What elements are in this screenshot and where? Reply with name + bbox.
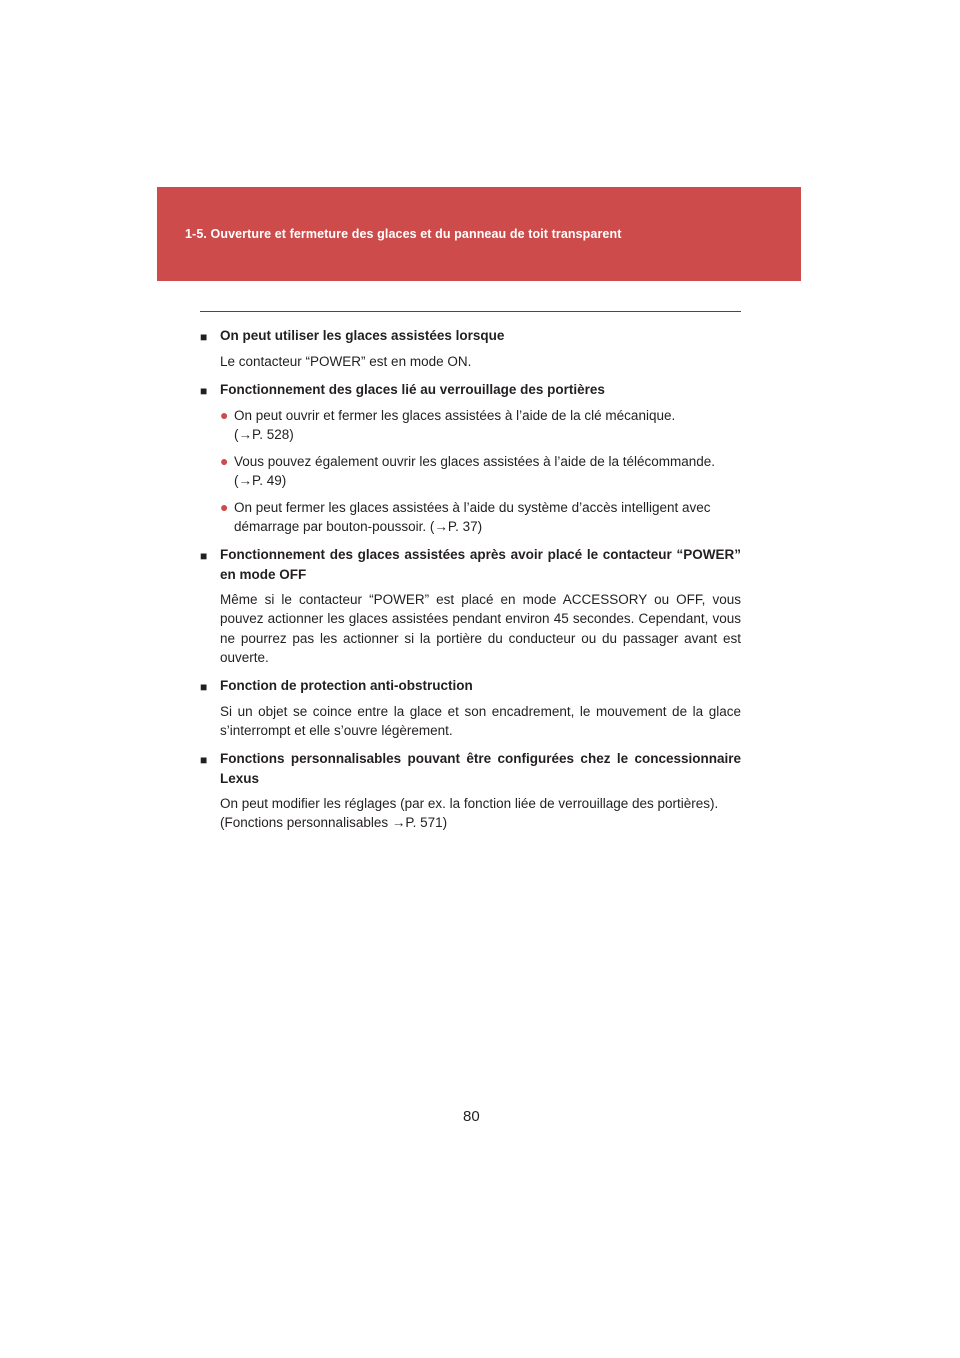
section-divider [200, 311, 741, 312]
black-square-icon: ■ [200, 679, 208, 694]
section-heading: Fonctions personnalisables pouvant être configurées chez le concessionnaire Lexus [220, 750, 741, 786]
section-heading: Fonction de protection anti-obstruction [220, 677, 473, 693]
section-body: Même si le contacteur “POWER” est placé en mode ACCESSORY ou OFF, vous pouvez actionner les glaces assistées pendant environ 45 secondes. Cependant, vous ne pourrez pas les actionner si la portière du conducteur ou du passager avant est ouverte. [220, 591, 741, 665]
black-square-icon: ■ [200, 383, 208, 398]
section-usage-condition [200, 326, 741, 372]
black-square-icon: ■ [200, 752, 208, 767]
page-content [200, 326, 741, 841]
bullet-text: On peut fermer les glaces assistées à l’aide du système d’accès intelligent avec [234, 499, 711, 515]
page-reference: (→P. 528) [234, 427, 294, 442]
section-door-lock-operation [200, 380, 741, 537]
list-item [220, 498, 741, 537]
section-power-off-operation [200, 545, 741, 668]
section-anti-jam [200, 676, 741, 741]
bullet-text: On peut ouvrir et fermer les glaces assistées à l’aide de la clé mécanique. [234, 407, 676, 423]
list-item [220, 452, 741, 491]
chapter-header-band [157, 187, 801, 281]
red-circle-bullet-icon: ● [220, 406, 229, 423]
red-circle-bullet-icon: ● [220, 452, 229, 469]
chapter-title: 1-5. Ouverture et fermeture des glaces et du panneau de toit transparent [185, 227, 622, 241]
section-body: Le contacteur “POWER” est en mode ON. [220, 354, 472, 369]
section-heading: On peut utiliser les glaces assistées lorsque [220, 328, 505, 343]
bullet-text: Vous pouvez également ouvrir les glaces assistées à l’aide de la télécommande. [234, 453, 716, 469]
bullet-text-continued: démarrage par bouton-poussoir. (→P. 37) [234, 519, 483, 534]
black-square-icon: ■ [200, 330, 208, 344]
list-item [220, 406, 741, 445]
page-reference: (Fonctions personnalisables →P. 571) [220, 815, 448, 830]
section-body: Si un objet se coince entre la glace et son encadrement, le mouvement de la glace s’interrompt et elle s’ouvre légèrement. [220, 703, 741, 738]
black-square-icon: ■ [200, 548, 208, 563]
section-heading: Fonctionnement des glaces assistées après avoir placé le contacteur “POWER” en mode OFF [220, 546, 741, 582]
page-number: 80 [463, 1108, 480, 1125]
section-heading: Fonctionnement des glaces lié au verrouillage des portières [220, 381, 605, 397]
section-customizable-features [200, 749, 741, 833]
red-circle-bullet-icon: ● [220, 498, 229, 515]
section-body: On peut modifier les réglages (par ex. la fonction liée de verrouillage des portières). [220, 795, 719, 811]
page-reference: (→P. 49) [234, 473, 287, 488]
